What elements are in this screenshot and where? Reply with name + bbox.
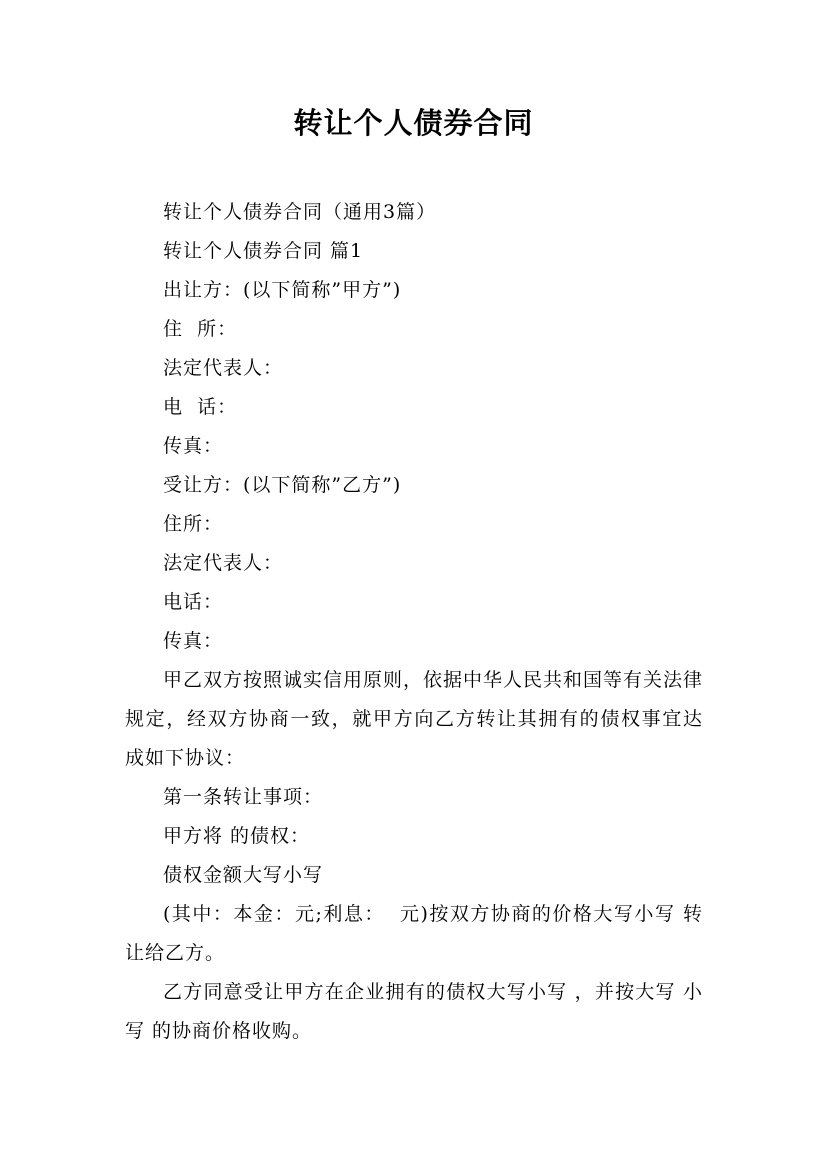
paragraph-fax-2: 传真：: [163, 630, 224, 652]
paragraph-transferor: 出让方：(以下简称”甲方”): [163, 279, 402, 301]
paragraph-phone-2: 电话：: [163, 591, 224, 613]
paragraph-address-2: 住所：: [163, 513, 224, 535]
paragraph-section-title: 转让个人债券合同 篇1: [163, 240, 364, 262]
paragraph-article-1: 第一条转让事项：: [163, 786, 324, 808]
paragraph-transferee: 受让方：(以下简称”乙方”): [163, 474, 402, 496]
document-body: [125, 193, 703, 1051]
paragraph-preamble: 甲乙双方按照诚实信用原则，依据中华人民共和国等有关法律规定，经双方协商一致，就甲方向乙方转让其拥有的债权事宜达成如下协议：: [125, 669, 704, 769]
paragraph-legal-rep: 法定代表人：: [163, 357, 284, 379]
paragraph-claim: 甲方将 的债权：: [163, 825, 311, 847]
paragraph-fax: 传真：: [163, 435, 224, 457]
document-title: 转让个人债券合同: [293, 106, 534, 140]
paragraph-acceptance: 乙方同意受让甲方在企业拥有的债权大写小写 ，并按大写 小写 的协商价格收购。: [125, 981, 703, 1042]
paragraph-address: 住 所：: [163, 318, 238, 340]
paragraph-heading: 转让个人债券合同（通用3篇）: [163, 201, 437, 223]
paragraph-legal-rep-2: 法定代表人：: [163, 552, 284, 574]
paragraph-phone: 电 话：: [163, 396, 238, 418]
paragraph-claim-amount: 债权金额大写小写: [163, 864, 324, 886]
paragraph-principal-interest: (其中：本金：元;利息： 元)按双方协商的价格大写小写 转让给乙方。: [125, 903, 703, 964]
